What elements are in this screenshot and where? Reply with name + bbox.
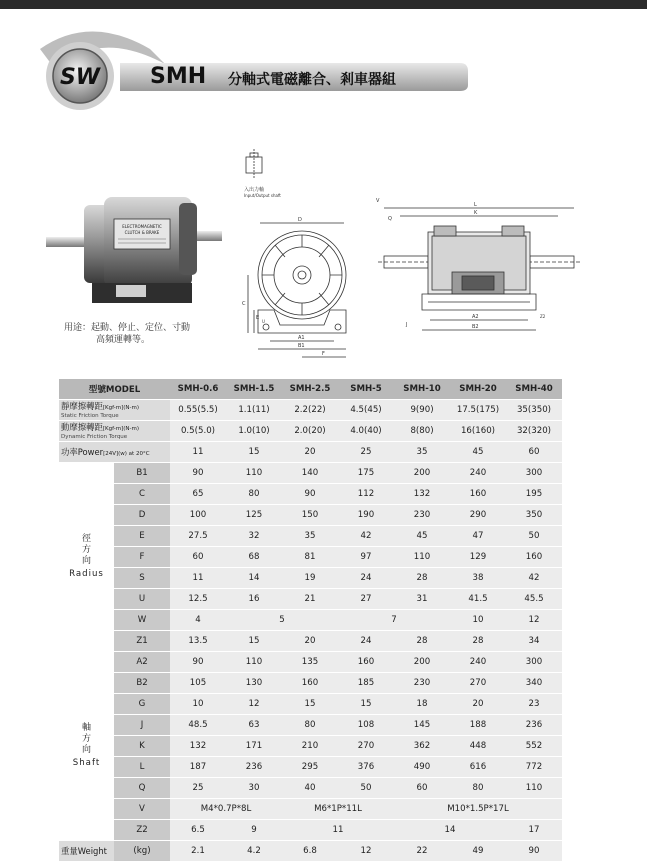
table-row-z2 (59, 820, 562, 841)
dynamic-torque-value: 4.0(40) (338, 421, 394, 442)
power-value: 35 (394, 442, 450, 463)
dim-b2-label: B2 (472, 324, 479, 330)
cell: 60 (170, 547, 226, 568)
cell: 350 (506, 505, 562, 526)
cell: 12.5 (170, 589, 226, 610)
cell: 187 (170, 757, 226, 778)
table-row-z1 (59, 631, 562, 652)
cell: 616 (450, 757, 506, 778)
table-row (59, 778, 562, 799)
weight-value: 6.8 (282, 841, 338, 862)
cell: 19 (282, 568, 338, 589)
cell: 15 (282, 694, 338, 715)
cell: 240 (450, 652, 506, 673)
weight-value: 4.2 (226, 841, 282, 862)
static-torque-value: 17.5(175) (450, 400, 506, 421)
cell: 34 (506, 631, 562, 652)
cell: 28 (394, 631, 450, 652)
cell: 90 (170, 652, 226, 673)
cell: 47 (450, 526, 506, 547)
cell: 188 (450, 715, 506, 736)
cell: 340 (506, 673, 562, 694)
table-row (59, 463, 562, 484)
cell: 97 (338, 547, 394, 568)
cell: 23 (506, 694, 562, 715)
static-torque-row (59, 400, 562, 421)
cell: M10*1.5P*17L (394, 799, 562, 820)
cell: 30 (226, 778, 282, 799)
shaft-label-en: Input/Output shaft (244, 193, 281, 198)
shaft-group-cjk-3: 向 (81, 744, 91, 755)
dim-j-label: J (406, 322, 408, 328)
cell: 236 (506, 715, 562, 736)
cell: 27.5 (170, 526, 226, 547)
cell: 15 (226, 631, 282, 652)
cell: 11 (170, 568, 226, 589)
cell: 150 (282, 505, 338, 526)
cell: 171 (226, 736, 282, 757)
dynamic-torque-value: 2.0(20) (282, 421, 338, 442)
cell: 20 (282, 631, 338, 652)
cell: 45.5 (506, 589, 562, 610)
table-row (59, 673, 562, 694)
shaft-group-cjk-2: 方 (81, 733, 91, 744)
cell: 65 (170, 484, 226, 505)
cell: 10 (170, 694, 226, 715)
table-row-v (59, 799, 562, 820)
cell: 5 (226, 610, 338, 631)
power-name: 功率Power (61, 447, 104, 457)
cell: 110 (506, 778, 562, 799)
cell: 60 (394, 778, 450, 799)
weight-unit: (kg) (114, 841, 170, 862)
cell: 160 (282, 673, 338, 694)
cell: 290 (450, 505, 506, 526)
table-row (59, 505, 562, 526)
cell: 40 (282, 778, 338, 799)
model-header: 型號MODEL (59, 379, 170, 400)
row-label: B2 (114, 673, 170, 694)
model-header-cell: SMH-20 (450, 379, 506, 400)
dynamic-torque-row (59, 421, 562, 442)
spec-table (59, 379, 562, 862)
model-header-cell: SMH-10 (394, 379, 450, 400)
dim-q-label: Q (388, 216, 392, 222)
cell: 230 (394, 505, 450, 526)
radius-group-cjk-1: 徑 (81, 533, 91, 544)
product-photo (44, 185, 234, 320)
model-header-cell: SMH-1.5 (226, 379, 282, 400)
cell: 10 (450, 610, 506, 631)
row-label: D (114, 505, 170, 526)
cell: 50 (506, 526, 562, 547)
cell: 6.5 (170, 820, 226, 841)
power-unit: [24V](w) at 20°C (103, 451, 150, 457)
dynamic-torque-value: 8(80) (394, 421, 450, 442)
cell: 135 (282, 652, 338, 673)
cell: 100 (170, 505, 226, 526)
row-label: V (114, 799, 170, 820)
static-torque-value: 0.55(5.5) (170, 400, 226, 421)
row-label: F (114, 547, 170, 568)
cell: 448 (450, 736, 506, 757)
cell: 31 (394, 589, 450, 610)
logo-text: SW (59, 65, 101, 90)
power-value: 45 (450, 442, 506, 463)
cell: 236 (226, 757, 282, 778)
cell: 11 (282, 820, 394, 841)
cell: 42 (506, 568, 562, 589)
cell: 132 (170, 736, 226, 757)
cell: 376 (338, 757, 394, 778)
cell: M6*1P*11L (282, 799, 394, 820)
cell: 552 (506, 736, 562, 757)
cell: 42 (338, 526, 394, 547)
weight-value: 2.1 (170, 841, 226, 862)
model-header-cell: SMH-2.5 (282, 379, 338, 400)
cell: 160 (506, 547, 562, 568)
static-torque-value: 2.2(22) (282, 400, 338, 421)
cell: 4 (170, 610, 226, 631)
cell: 125 (226, 505, 282, 526)
static-torque-value: 9(90) (394, 400, 450, 421)
table-row (59, 589, 562, 610)
cell: 7 (338, 610, 450, 631)
weight-value: 12 (338, 841, 394, 862)
cell: 145 (394, 715, 450, 736)
table-row (59, 484, 562, 505)
row-label: Z1 (114, 631, 170, 652)
weight-value: 49 (450, 841, 506, 862)
cell: 12 (226, 694, 282, 715)
cell: 24 (338, 568, 394, 589)
cell: 300 (506, 463, 562, 484)
cell: 160 (338, 652, 394, 673)
usage-line-1: 用途：起動、停止、定位、寸動 (64, 323, 191, 333)
dynamic-torque-label (59, 421, 170, 442)
dim-f-label: F (322, 351, 325, 357)
weight-value: 22 (394, 841, 450, 862)
dim-l-label: L (474, 202, 477, 208)
cell: 190 (338, 505, 394, 526)
dynamic-torque-value: 32(320) (506, 421, 562, 442)
dim-u-label: U (262, 319, 265, 324)
model-header-cell: SMH-5 (338, 379, 394, 400)
cell: 175 (338, 463, 394, 484)
dim-b1-label: B1 (298, 343, 305, 349)
cell: 14 (394, 820, 506, 841)
model-header-cell: SMH-40 (506, 379, 562, 400)
table-row (59, 526, 562, 547)
radius-group-cjk-3: 向 (81, 555, 91, 566)
cell: 160 (450, 484, 506, 505)
table-row (59, 568, 562, 589)
dynamic-torque-sub: Dynamic Friction Torque (61, 434, 128, 440)
cell: 195 (506, 484, 562, 505)
cell: 210 (282, 736, 338, 757)
shaft-group-en: Shaft (72, 757, 101, 768)
cell: 25 (170, 778, 226, 799)
row-label: A2 (114, 652, 170, 673)
dynamic-torque-value: 1.0(10) (226, 421, 282, 442)
power-label (59, 442, 170, 463)
cell: 185 (338, 673, 394, 694)
cell: 132 (394, 484, 450, 505)
cell: 16 (226, 589, 282, 610)
plate-line-1: ELECTROMAGNETIC (122, 224, 162, 229)
static-torque-value: 35(350) (506, 400, 562, 421)
shaft-group-label (59, 652, 114, 841)
row-label: Q (114, 778, 170, 799)
row-label: G (114, 694, 170, 715)
front-view-drawing (240, 145, 370, 370)
cell: 32 (226, 526, 282, 547)
plate-line-2: CLUTCH & BRAKE (124, 230, 160, 235)
cell: 80 (450, 778, 506, 799)
power-value: 60 (506, 442, 562, 463)
dim-c-label: C (242, 301, 246, 307)
table-header-row (59, 379, 562, 400)
cell: 270 (338, 736, 394, 757)
table-row-w (59, 610, 562, 631)
cell: 200 (394, 463, 450, 484)
row-label: S (114, 568, 170, 589)
side-view-drawing (370, 190, 585, 350)
cell: 105 (170, 673, 226, 694)
power-row (59, 442, 562, 463)
weight-label: 重量Weight (59, 841, 114, 862)
cell: 80 (282, 715, 338, 736)
header-banner (0, 9, 647, 129)
cell: 110 (226, 463, 282, 484)
dynamic-torque-value: 16(160) (450, 421, 506, 442)
page-subtitle: 分軸式電磁離合、剎車器組 (228, 72, 396, 88)
row-label: C (114, 484, 170, 505)
cell: 21 (282, 589, 338, 610)
row-label: L (114, 757, 170, 778)
cell: 230 (394, 673, 450, 694)
cell: 90 (170, 463, 226, 484)
radius-group-en: Radius (69, 568, 104, 579)
cell: 20 (450, 694, 506, 715)
static-torque-label (59, 400, 170, 421)
cell: 48.5 (170, 715, 226, 736)
cell: 14 (226, 568, 282, 589)
cell: 110 (226, 652, 282, 673)
cell: 9 (226, 820, 282, 841)
weight-row (59, 841, 562, 862)
dynamic-torque-unit: [Kgf-m](N-m) (102, 426, 139, 432)
cell: 38 (450, 568, 506, 589)
radius-group-label (59, 463, 114, 652)
dynamic-torque-value: 0.5(5.0) (170, 421, 226, 442)
dim-a2-label: A2 (472, 314, 479, 320)
shaft-group-cjk-1: 軸 (81, 722, 91, 733)
static-torque-value: 4.5(45) (338, 400, 394, 421)
static-torque-value: 1.1(11) (226, 400, 282, 421)
dim-d-label: D (298, 217, 302, 223)
power-value: 15 (226, 442, 282, 463)
cell: 112 (338, 484, 394, 505)
cell: 68 (226, 547, 282, 568)
cell: 140 (282, 463, 338, 484)
cell: 50 (338, 778, 394, 799)
row-label: J (114, 715, 170, 736)
cell: 200 (394, 652, 450, 673)
cell: 129 (450, 547, 506, 568)
cell: 18 (394, 694, 450, 715)
dim-a1-label: A1 (298, 335, 305, 341)
dim-e-label: E (256, 315, 260, 321)
cell: 110 (394, 547, 450, 568)
cell: 63 (226, 715, 282, 736)
cell: 17 (506, 820, 562, 841)
row-label: U (114, 589, 170, 610)
row-label: Z2 (114, 820, 170, 841)
dynamic-torque-name: 動摩擦轉距 (61, 422, 103, 432)
cell: 12 (506, 610, 562, 631)
dim-v-label: V (376, 198, 380, 204)
cell: 45 (394, 526, 450, 547)
power-value: 20 (282, 442, 338, 463)
static-torque-name: 靜摩擦轉距 (61, 401, 103, 411)
power-value: 11 (170, 442, 226, 463)
table-row (59, 736, 562, 757)
cell: 27 (338, 589, 394, 610)
static-torque-sub: Static Friction Torque (61, 413, 119, 419)
cell: 80 (226, 484, 282, 505)
static-torque-unit: [Kgf-m](N-m) (102, 405, 139, 411)
row-label: B1 (114, 463, 170, 484)
top-bar (0, 0, 647, 9)
cell: 490 (394, 757, 450, 778)
cell: 41.5 (450, 589, 506, 610)
dim-z2-label: Z2 (540, 314, 546, 319)
cell: 81 (282, 547, 338, 568)
table-row (59, 547, 562, 568)
cell: 362 (394, 736, 450, 757)
cell: 108 (338, 715, 394, 736)
radius-group-cjk-2: 方 (81, 544, 91, 555)
cell: 295 (282, 757, 338, 778)
weight-value: 90 (506, 841, 562, 862)
row-label: W (114, 610, 170, 631)
cell: 772 (506, 757, 562, 778)
usage-line-2: 高頻運轉等。 (96, 335, 151, 345)
cell: 28 (394, 568, 450, 589)
usage-note (64, 322, 190, 346)
dim-k-label: K (474, 210, 478, 216)
cell: 240 (450, 463, 506, 484)
row-label: K (114, 736, 170, 757)
cell: 13.5 (170, 631, 226, 652)
row-label: E (114, 526, 170, 547)
table-row (59, 715, 562, 736)
cell: 300 (506, 652, 562, 673)
power-value: 25 (338, 442, 394, 463)
cell: 28 (450, 631, 506, 652)
shaft-label: 入出力軸 (244, 187, 265, 193)
table-row (59, 694, 562, 715)
cell: 90 (282, 484, 338, 505)
cell: 15 (338, 694, 394, 715)
table-row (59, 652, 562, 673)
page-title: SMH (150, 64, 207, 89)
cell: M4*0.7P*8L (170, 799, 282, 820)
cell: 130 (226, 673, 282, 694)
cell: 24 (338, 631, 394, 652)
table-row (59, 757, 562, 778)
cell: 35 (282, 526, 338, 547)
cell: 270 (450, 673, 506, 694)
model-header-cell: SMH-0.6 (170, 379, 226, 400)
